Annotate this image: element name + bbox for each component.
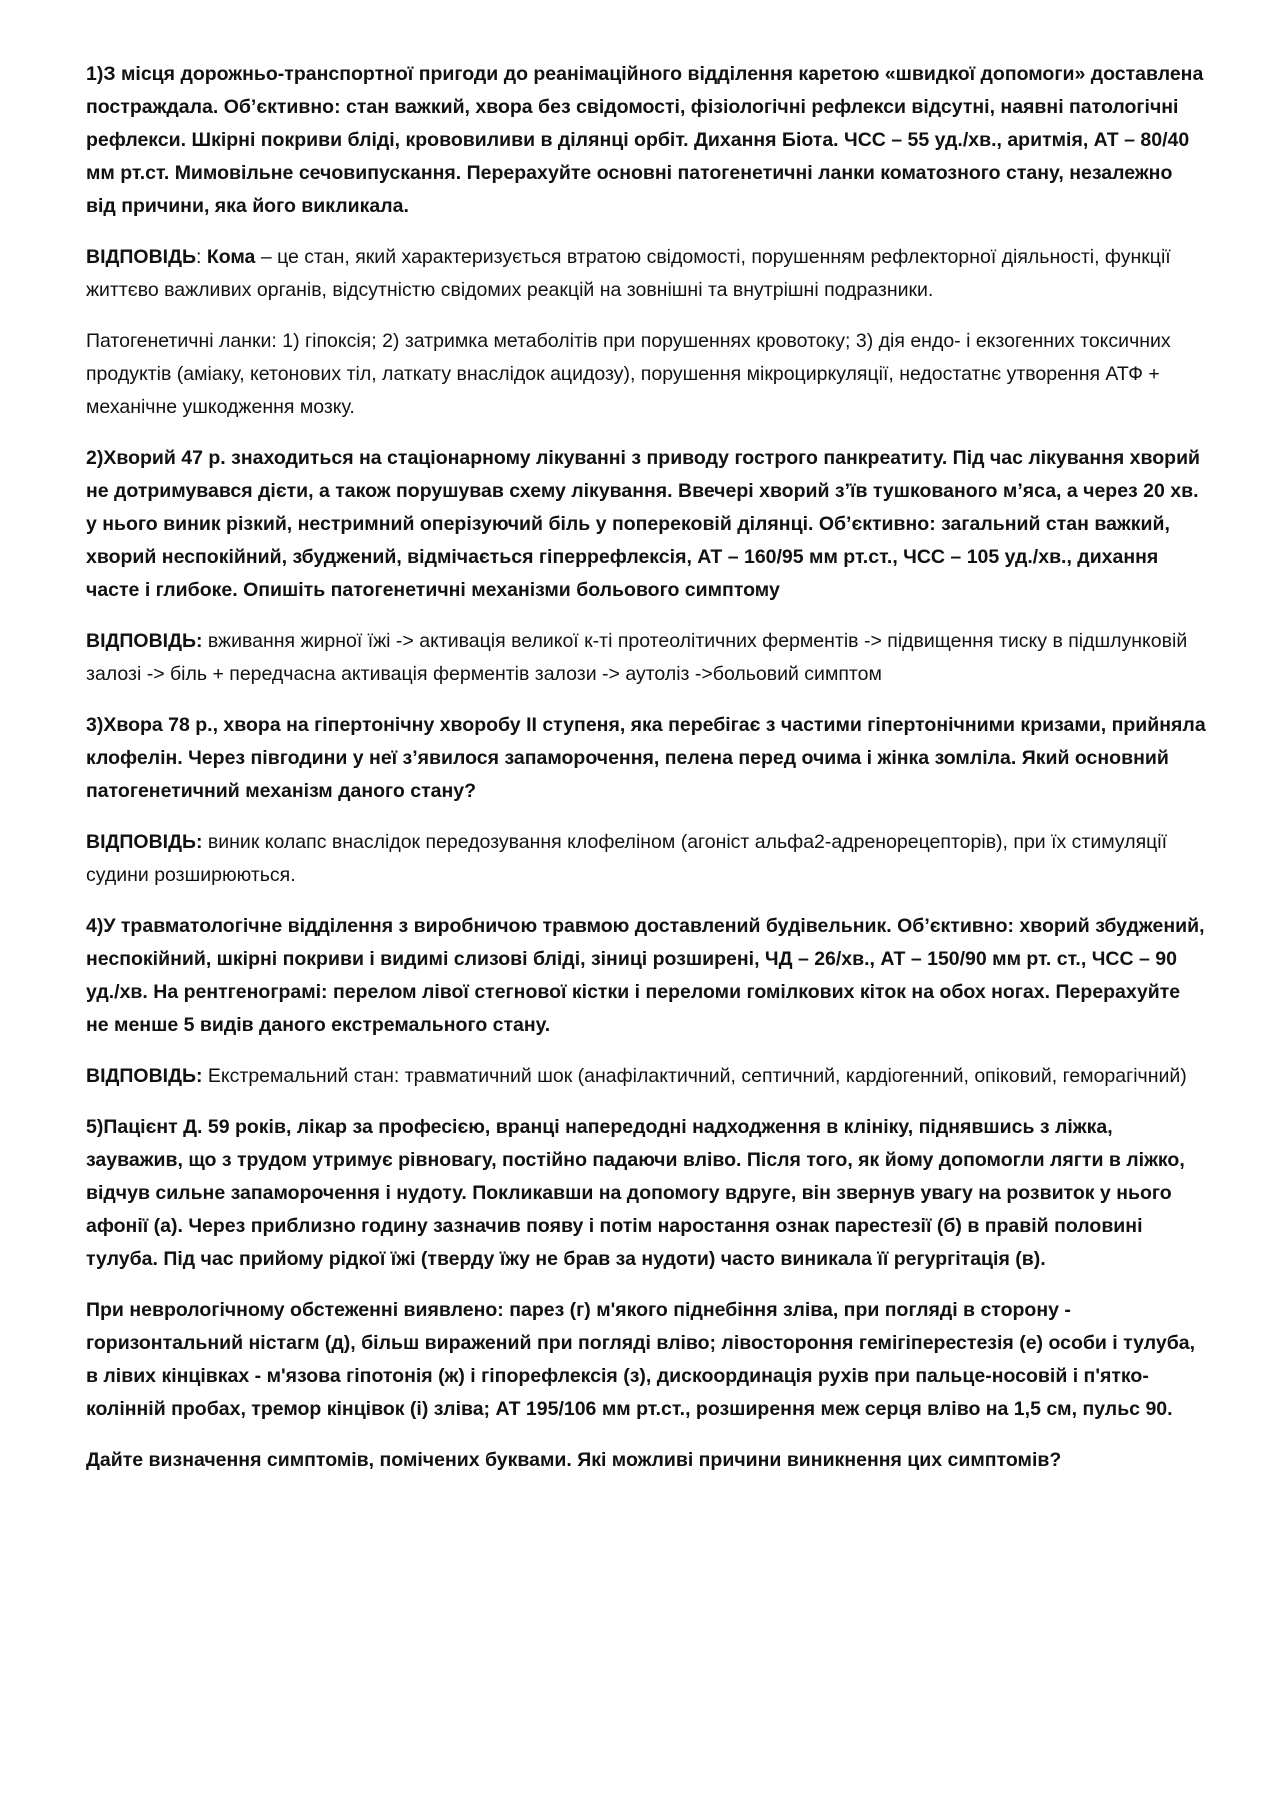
question-2: 2)Хворий 47 р. знаходиться на стаціонарному лікуванні з приводу гострого панкреатиту. Під час лікування хворий не дотримувався дієти, а також порушував схему лікування. Ввечері хворий з’їв тушкованого м’яса, а через 20 хв. у нього виник різкий, нестримний оперізуючий біль у поперековій ділянці. Об’єктивно: загальний стан важкий, хворий неспокійний, збуджений, відмічається гіперрефлексія, АТ – 160/95 мм рт.ст., ЧСС – 105 уд./хв., дихання часте і глибоке. Опишіть патогенетичні механізми больового симптому [86,447,1201,601]
question-5-part-1: 5)Пацієнт Д. 59 років, лікар за професією, вранці напередодні надходження в клініку, піднявшись з ліжка, зауважив, що з трудом утримує рівновагу, постійно падаючи вліво. Після того, як йому допомогли лягти в ліжко, відчув сильне запаморочення і нудоту. Покликавши на допомогу вдруге, він звернув увагу на розвиток у нього афонії (а). Через приблизно годину зазначив появу і потім наростання ознак парестезії (б) в правій половині тулуба. Під час прийому рідкої їжі (тверду їжу не брав за нудоти) часто виникала її регургітація (в). [86,1116,1185,1270]
answer-2-label: ВІДПОВІДЬ: [86,630,203,652]
answer-2 [86,625,1206,691]
answer-3 [86,826,1206,892]
answer-1-extra: Патогенетичні ланки: 1) гіпоксія; 2) затримка метаболітів при порушеннях кровотоку; 3) дія ендо- і екзогенних токсичних продуктів (аміаку, кетонових тіл, латкату внаслідок ацидозу), порушення мікроциркуляції, недостатнє утворення АТФ + механічне ушкодження мозку. [86,330,1171,418]
answer-3-label: ВІДПОВІДЬ: [86,831,203,853]
question-1: 1)З місця дорожньо-транспортної пригоди до реанімаційного відділення каретою «швидкої допомоги» доставлена постраждала. Об’єктивно: стан важкий, хвора без свідомості, фізіологічні рефлекси відсутні, наявні патологічні рефлекси. Шкірні покриви бліді, крововиливи в ділянці орбіт. Дихання Біота. ЧСС – 55 уд./хв., аритмія, АТ – 80/40 мм рт.ст. Мимовільне сечовипускання. Перерахуйте основні патогенетичні ланки коматозного стану, незалежно від причини, яка його викликала. [86,63,1204,217]
answer-2-text: вживання жирної їжі -> активація великої к-ті протеолітичних ферментів -> підвищення тиску в підшлунковій залозі -> біль + передчасна активація ферментів залози -> аутоліз ->больовий симптом [86,630,1188,685]
answer-1-text: – це стан, який характеризується втратою свідомості, порушенням рефлекторної діяльності, функції життєво важливих органів, відсутністю свідомих реакцій на зовнішні та внутрішні подразники. [86,246,1171,301]
question-5-part-2: При неврологічному обстеженні виявлено: парез (г) м'якого піднебіння зліва, при погляді в сторону - горизонтальний ністагм (д), більш виражений при погляді вліво; лівостороння гемігіперестезія (е) особи і тулуба, в лівих кінцівках - м'язова гіпотонія (ж) і гіпорефлексія (з), дискоординація рухів при пальце-носовій і п'ятко-колінній пробах, тремор кінцівок (і) зліва; АТ 195/106 мм рт.ст., розширення меж серця вліво на 1,5 см, пульс 90. [86,1299,1196,1420]
question-5-part-3: Дайте визначення симптомів, помічених буквами. Які можливі причини виникнення цих симптомів? [86,1449,1062,1471]
answer-4 [86,1060,1206,1093]
question-3: 3)Хвора 78 р., хвора на гіпертонічну хворобу ІІ ступеня, яка перебігає з частими гіпертонічними кризами, прийняла клофелін. Через півгодини у неї з’явилося запаморочення, пелена перед очима і жінка зомліла. Який основний патогенетичний механізм даного стану? [86,714,1206,802]
answer-4-label: ВІДПОВІДЬ: [86,1065,203,1087]
document-page [86,58,1206,1495]
answer-1-separator: : [195,246,207,268]
answer-1 [86,241,1206,307]
answer-3-text: виник колапс внаслідок передозування клофеліном (агоніст альфа2-адренорецепторів), при їх стимуляції судини розширюються. [86,831,1168,886]
answer-1-label: ВІДПОВІДЬ [86,246,196,268]
question-4: 4)У травматологічне відділення з виробничою травмою доставлений будівельник. Об’єктивно: хворий збуджений, неспокійний, шкірні покриви і видимі слизові бліді, зіниці розширені, ЧД – 26/хв., АТ – 150/90 мм рт. ст., ЧСС – 90 уд./хв. На рентгенограмі: перелом лівої стегнової кістки і переломи гомілкових кіток на обох ногах. Перерахуйте не менше 5 видів даного екстремального стану. [86,915,1205,1036]
answer-4-text: Екстремальний стан: травматичний шок (анафілактичний, септичний, кардіогенний, опіковий, геморагічний) [202,1065,1187,1087]
answer-1-term: Кома [206,246,256,268]
